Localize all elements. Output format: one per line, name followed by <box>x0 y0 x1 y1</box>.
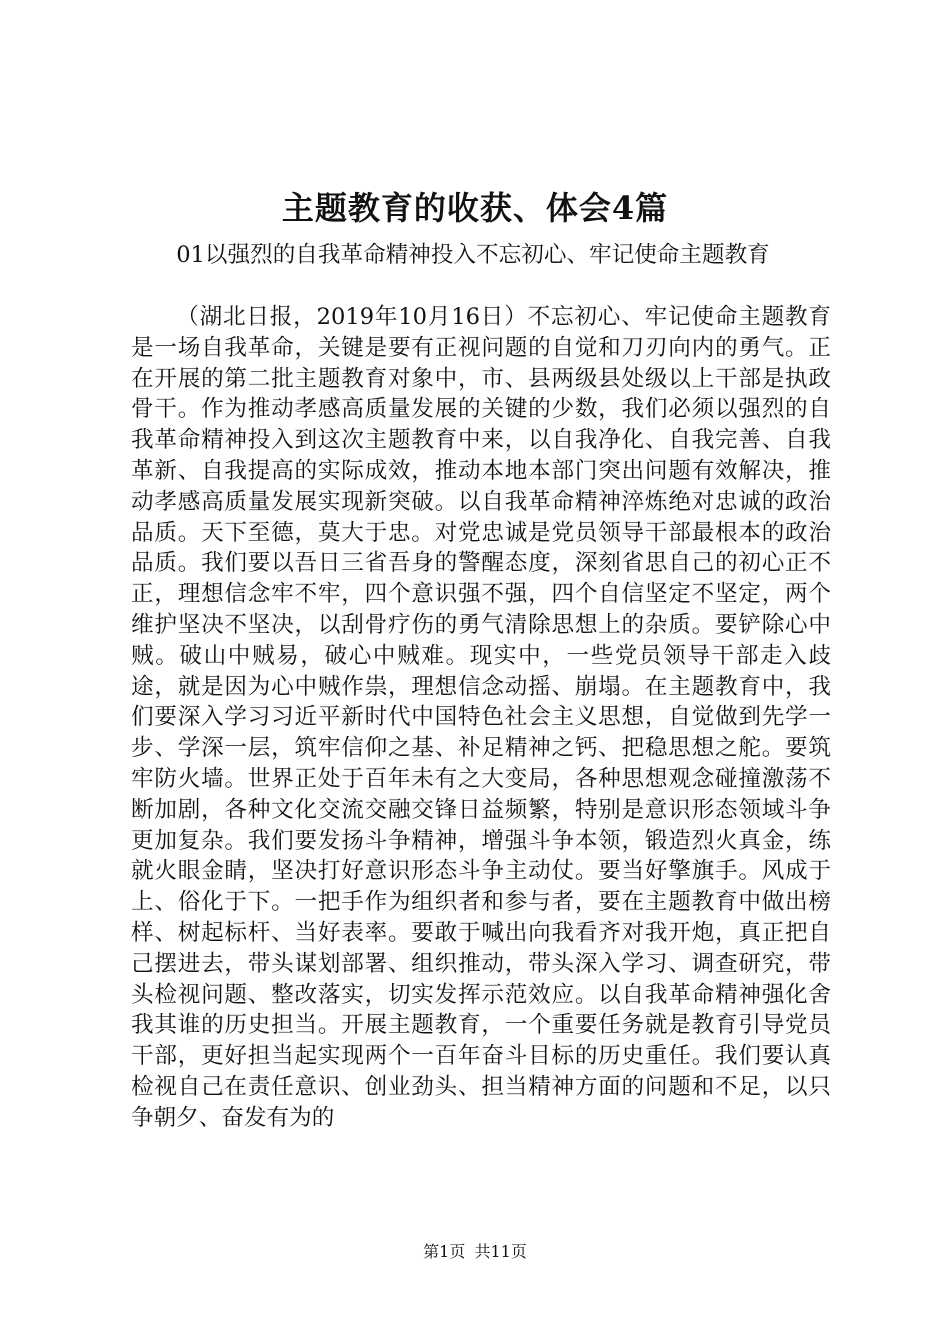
body-paragraph: （湖北日报，2019年10月16日）不忘初心、牢记使命主题教育是一场自我革命，关键是要有正视问题的自觉和刀刃向内的勇气。正在开展的第二批主题教育对象中，市、县两级县处级以上干部是执政骨干。作为推动孝感高质量发展的关键的少数，我们必须以强烈的自我革命精神投入到这次主题教育中来，以自我净化、自我完善、自我革新、自我提高的实际成效，推动本地本部门突出问题有效解决，推动孝感高质量发展实现新突破。以自我革命精神淬炼绝对忠诚的政治品质。天下至德，莫大于忠。对党忠诚是党员领导干部最根本的政治品质。我们要以吾日三省吾身的警醒态度，深刻省思自己的初心正不正，理想信念牢不牢，四个意识强不强，四个自信坚定不坚定，两个维护坚决不坚决，以刮骨疗伤的勇气清除思想上的杂质。要铲除心中贼。破山中贼易，破心中贼难。现实中，一些党员领导干部走入歧途，就是因为心中贼作祟，理想信念动摇、崩塌。在主题教育中，我们要深入学习习近平新时代中国特色社会主义思想，自觉做到先学一步、学深一层，筑牢信仰之基、补足精神之钙、把稳思想之舵。要筑牢防火墙。世界正处于百年未有之大变局，各种思想观念碰撞激荡不断加剧，各种文化交流交融交锋日益频繁，特别是意识形态领域斗争更加复杂。我们要发扬斗争精神，增强斗争本领，锻造烈火真金，练就火眼金睛，坚决打好意识形态斗争主动仗。要当好擎旗手。风成于上、俗化于下。一把手作为组织者和参与者，要在主题教育中做出榜样、树起标杆、当好表率。要敢于喊出向我看齐对我开炮，真正把自己摆进去，带头谋划部署、组织推动，带头深入学习、调查研究，带头检视问题、整改落实，切实发挥示范效应。以自我革命精神强化舍我其谁的历史担当。开展主题教育，一个重要任务就是教育引导党员干部，更好担当起实现两个一百年奋斗目标的历史重任。我们要认真检视自己在责任意识、创业劲头、担当精神方面的问题和不足，以只争朝夕、奋发有为的 <box>131 304 831 1131</box>
page-number: 第1页 <box>423 1242 466 1261</box>
page-total: 共11页 <box>474 1242 527 1261</box>
page-footer <box>0 1241 950 1263</box>
document-title: 主题教育的收获、体会4篇 <box>281 189 669 227</box>
section-heading: 01以强烈的自我革命精神投入不忘初心、牢记使命主题教育 <box>176 242 770 268</box>
